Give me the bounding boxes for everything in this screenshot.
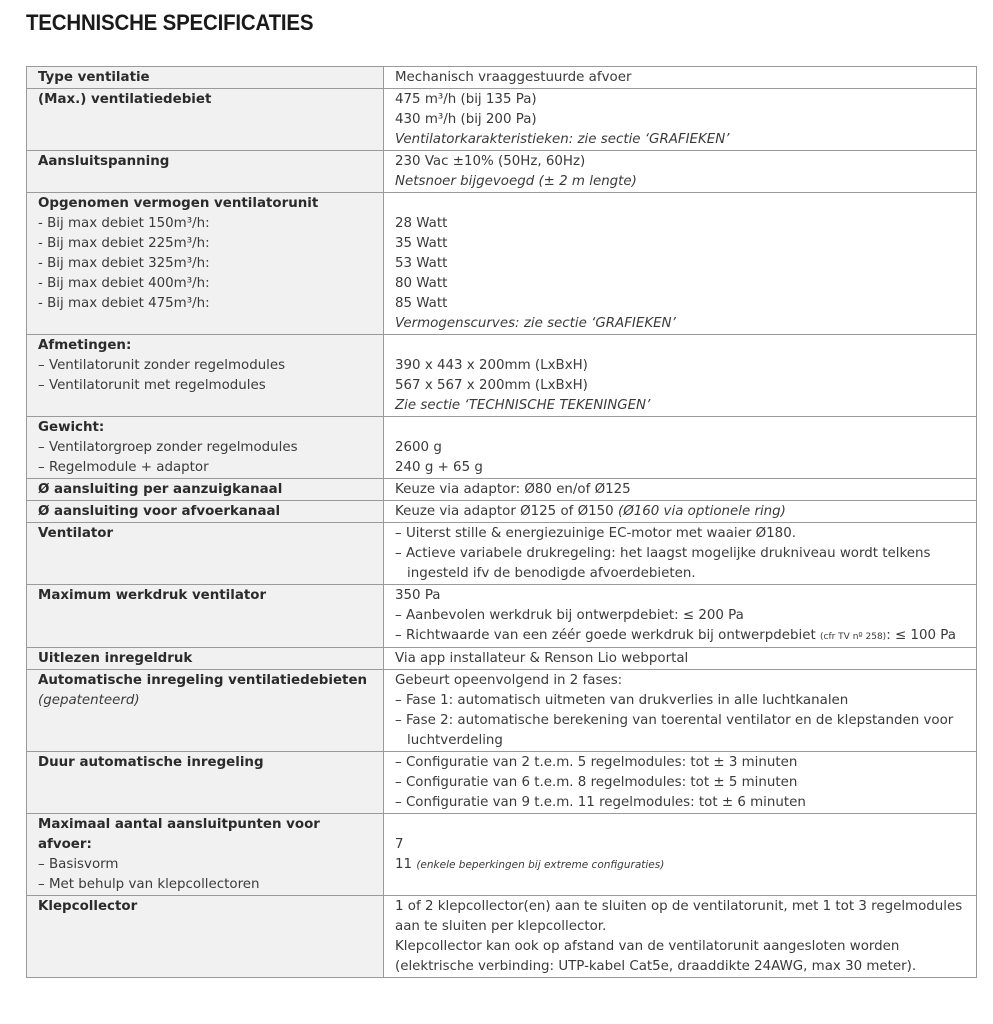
table-row — [27, 67, 977, 89]
spec-label — [27, 648, 384, 670]
value-line: – Configuratie van 9 t.e.m. 11 regelmodules: tot ± 6 minuten — [395, 795, 806, 810]
spacer — [395, 336, 969, 356]
spacer — [395, 815, 969, 835]
label-line: – Ventilatorunit met regelmodules — [38, 378, 266, 393]
row-heading: Klepcollector — [38, 899, 138, 914]
spec-value — [384, 89, 977, 151]
value-paragraph: 1 of 2 klepcollector(en) aan te sluiten op de ventilatorunit, met 1 tot 3 regelmodules aan te sluiten per klepcollector. — [395, 899, 963, 934]
spec-value — [384, 501, 977, 523]
value-line: Keuze via adaptor: Ø80 en/of Ø125 — [395, 482, 631, 497]
value-text: Keuze via adaptor Ø125 of Ø150 — [395, 504, 614, 519]
spec-label — [27, 523, 384, 585]
spec-value — [384, 648, 977, 670]
value-line: 350 Pa — [395, 588, 441, 603]
value-bullet: – Fase 1: automatisch uitmeten van drukverlies in alle luchtkanalen — [395, 693, 849, 708]
value-line: 85 Watt — [395, 296, 448, 311]
value-line: 430 m³/h (bij 200 Pa) — [395, 112, 537, 127]
page-title: TECHNISCHE SPECIFICATIES — [26, 10, 314, 35]
value-line: 35 Watt — [395, 236, 448, 251]
table-row — [27, 670, 977, 752]
spec-label — [27, 193, 384, 335]
label-line: - Bij max debiet 150m³/h: — [38, 216, 210, 231]
table-row — [27, 896, 977, 978]
table-row — [27, 193, 977, 335]
table-row — [27, 648, 977, 670]
table-row — [27, 479, 977, 501]
row-heading: Afmetingen: — [38, 338, 132, 353]
value-text: : ≤ 100 Pa — [886, 628, 956, 643]
spec-label — [27, 335, 384, 417]
value-line: 240 g + 65 g — [395, 460, 483, 475]
label-line: – Regelmodule + adaptor — [38, 460, 209, 475]
value-bullet: – Uiterst stille & energiezuinige EC-motor met waaier Ø180. — [395, 526, 796, 541]
value-bullet: – Actieve variabele drukregeling: het laagst mogelijke drukniveau wordt telkens ingesteld ifv de benodigde afvoerdebieten. — [395, 546, 931, 581]
spacer — [395, 194, 969, 214]
label-line: - Bij max debiet 325m³/h: — [38, 256, 210, 271]
spec-label — [27, 814, 384, 896]
value-line: 80 Watt — [395, 276, 448, 291]
table-row — [27, 335, 977, 417]
row-heading: Aansluitspanning — [38, 154, 170, 169]
value-paragraph: Klepcollector kan ook op afstand van de ventilatorunit aangesloten worden (elektrische verbinding: UTP-kabel Cat5e, draaddikte 24AWG, max 30 meter). — [395, 939, 917, 974]
spec-label — [27, 67, 384, 89]
value-line: 7 — [395, 837, 404, 852]
label-line: – Ventilatorunit zonder regelmodules — [38, 358, 286, 373]
row-heading: Duur automatische inregeling — [38, 755, 264, 770]
table-row — [27, 151, 977, 193]
table-row — [27, 89, 977, 151]
table-row — [27, 523, 977, 585]
value-line: 53 Watt — [395, 256, 448, 271]
table-row — [27, 752, 977, 814]
spec-value — [384, 896, 977, 978]
spec-value — [384, 151, 977, 193]
value-line: – Aanbevolen werkdruk bij ontwerpdebiet: ≤ 200 Pa — [395, 608, 744, 623]
label-line: – Basisvorm — [38, 857, 119, 872]
value-note: Vermogenscurves: zie sectie ‘GRAFIEKEN’ — [395, 316, 676, 331]
value-line: – Configuratie van 6 t.e.m. 8 regelmodules: tot ± 5 minuten — [395, 775, 798, 790]
label-line: – Ventilatorgroep zonder regelmodules — [38, 440, 298, 455]
spec-value — [384, 479, 977, 501]
label-line: - Bij max debiet 225m³/h: — [38, 236, 210, 251]
value-line: 28 Watt — [395, 216, 448, 231]
row-heading: Ø aansluiting voor afvoerkanaal — [38, 504, 281, 519]
spec-label — [27, 501, 384, 523]
table-row — [27, 417, 977, 479]
row-heading: Automatische inregeling ventilatiedebieten — [38, 673, 368, 688]
value-note: (Ø160 via optionele ring) — [617, 504, 786, 519]
row-heading: Opgenomen vermogen ventilatorunit — [38, 196, 319, 211]
label-line: - Bij max debiet 400m³/h: — [38, 276, 210, 291]
spec-label — [27, 151, 384, 193]
row-heading: Ventilator — [38, 526, 114, 541]
value-text: – Richtwaarde van een zéér goede werkdruk bij ontwerpdebiet — [395, 628, 816, 643]
value-line: 230 Vac ±10% (50Hz, 60Hz) — [395, 154, 586, 169]
spec-value — [384, 417, 977, 479]
spec-label — [27, 752, 384, 814]
value-line: 390 x 443 x 200mm (LxBxH) — [395, 358, 588, 373]
value-line: – Configuratie van 2 t.e.m. 5 regelmodules: tot ± 3 minuten — [395, 755, 798, 770]
value-line — [395, 855, 969, 875]
spec-label — [27, 670, 384, 752]
spec-table — [26, 66, 977, 978]
row-heading: Type ventilatie — [38, 70, 150, 85]
table-row — [27, 814, 977, 896]
label-note: (gepatenteerd) — [38, 693, 140, 708]
value-text: 11 — [395, 857, 413, 872]
spec-label — [27, 417, 384, 479]
row-heading: Ø aansluiting per aanzuigkanaal — [38, 482, 283, 497]
reference-note: (cfr TV nº 258) — [819, 632, 887, 642]
spec-value — [384, 193, 977, 335]
spec-value — [384, 67, 977, 89]
table-row — [27, 585, 977, 648]
value-note: Zie sectie ‘TECHNISCHE TEKENINGEN’ — [395, 398, 651, 413]
spec-value — [384, 523, 977, 585]
row-heading: (Max.) ventilatiedebiet — [38, 92, 212, 107]
value-line: Via app installateur & Renson Lio webportal — [395, 651, 689, 666]
value-line: 475 m³/h (bij 135 Pa) — [395, 92, 537, 107]
spacer — [395, 418, 969, 438]
spec-value — [384, 814, 977, 896]
spec-label — [27, 479, 384, 501]
value-line — [395, 626, 969, 647]
row-heading: Gewicht: — [38, 420, 105, 435]
value-line: 2600 g — [395, 440, 442, 455]
row-heading: Uitlezen inregeldruk — [38, 651, 193, 666]
spec-value — [384, 752, 977, 814]
spec-value — [384, 335, 977, 417]
row-heading: Maximaal aantal aansluitpunten voor afvoer: — [38, 817, 320, 852]
spec-value — [384, 585, 977, 648]
label-line: – Met behulp van klepcollectoren — [38, 877, 260, 892]
value-bullet: – Fase 2: automatische berekening van toerental ventilator en de klepstanden voor luchtverdeling — [395, 713, 954, 748]
value-line: 567 x 567 x 200mm (LxBxH) — [395, 378, 588, 393]
value-line — [395, 502, 969, 522]
value-line: Mechanisch vraaggestuurde afvoer — [395, 70, 632, 85]
spec-label — [27, 585, 384, 648]
label-line: - Bij max debiet 475m³/h: — [38, 296, 210, 311]
spec-label — [27, 896, 384, 978]
value-note: Netsnoer bijgevoegd (± 2 m lengte) — [395, 174, 637, 189]
value-note: (enkele beperkingen bij extreme configuraties) — [416, 859, 665, 871]
value-line: Gebeurt opeenvolgend in 2 fases: — [395, 673, 623, 688]
spec-label — [27, 89, 384, 151]
table-row — [27, 501, 977, 523]
row-heading: Maximum werkdruk ventilator — [38, 588, 267, 603]
spec-value — [384, 670, 977, 752]
value-note: Ventilatorkarakteristieken: zie sectie ‘GRAFIEKEN’ — [395, 132, 730, 147]
